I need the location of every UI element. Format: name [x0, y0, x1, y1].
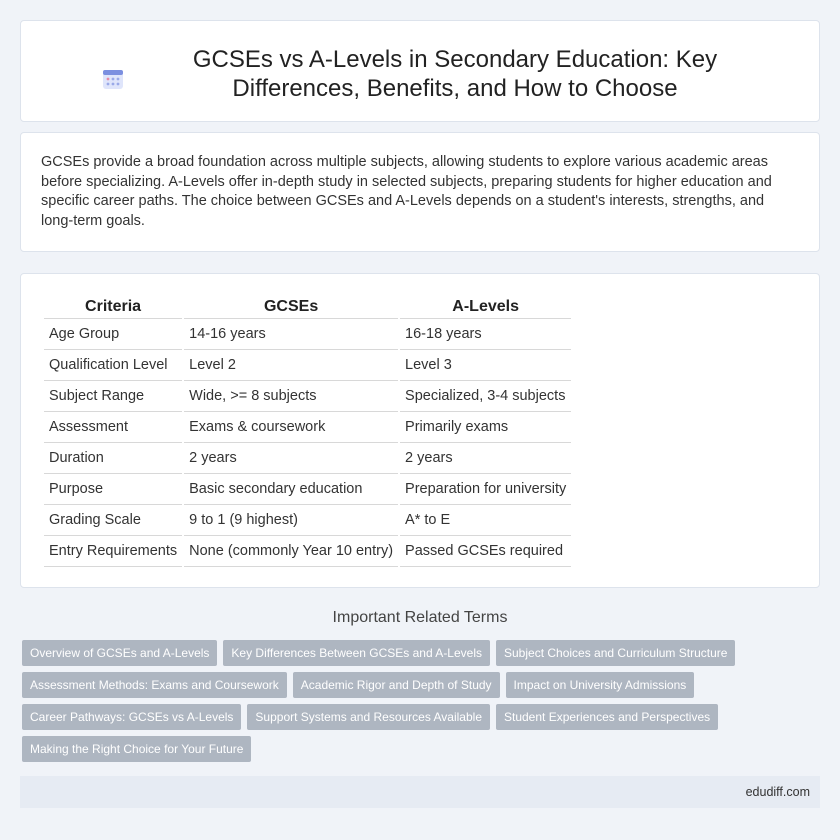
related-term-tag[interactable]: Key Differences Between GCSEs and A-Levels	[223, 640, 490, 666]
related-term-tag[interactable]: Academic Rigor and Depth of Study	[293, 672, 500, 698]
table-row	[44, 443, 571, 474]
page-title: GCSEs vs A-Levels in Secondary Education: Key Differences, Benefits, and How to Choose	[192, 46, 718, 102]
table-cell: Entry Requirements	[44, 536, 182, 567]
related-term-tag[interactable]: Overview of GCSEs and A-Levels	[22, 640, 217, 666]
table-cell: Qualification Level	[44, 350, 182, 381]
table-cell: Passed GCSEs required	[400, 536, 571, 567]
related-term-tag[interactable]: Impact on University Admissions	[506, 672, 695, 698]
related-term-tag[interactable]: Support Systems and Resources Available	[247, 704, 490, 730]
table-row	[44, 412, 571, 443]
table-cell: Duration	[44, 443, 182, 474]
table-cell: None (commonly Year 10 entry)	[184, 536, 398, 567]
column-header: GCSEs	[184, 294, 398, 319]
intro-card	[20, 132, 820, 252]
intro-paragraph: GCSEs provide a broad foundation across multiple subjects, allowing students to explore various academic areas before specializing. A-Levels offer in-depth study in selected subjects, preparing students for higher education and specific career paths. The choice between GCSEs and A-Levels depends on a student's interests, strengths, and long-term goals.	[41, 154, 772, 229]
related-term-tag[interactable]: Student Experiences and Perspectives	[496, 704, 718, 730]
header-card	[20, 20, 820, 122]
calendar-icon	[101, 67, 125, 91]
table-cell: Grading Scale	[44, 505, 182, 536]
column-header: A-Levels	[400, 294, 571, 319]
comparison-table	[42, 294, 573, 567]
related-term-tag[interactable]: Subject Choices and Curriculum Structure	[496, 640, 735, 666]
related-term-tag[interactable]: Making the Right Choice for Your Future	[22, 736, 251, 762]
table-cell: Basic secondary education	[184, 474, 398, 505]
table-cell: 2 years	[184, 443, 398, 474]
table-row	[44, 381, 571, 412]
table-header-row	[44, 294, 571, 319]
table-row	[44, 319, 571, 350]
table-cell: Preparation for university	[400, 474, 571, 505]
table-cell: Exams & coursework	[184, 412, 398, 443]
table-cell: 16-18 years	[400, 319, 571, 350]
table-cell: Level 2	[184, 350, 398, 381]
comparison-card	[20, 273, 820, 588]
related-term-tag[interactable]: Career Pathways: GCSEs vs A-Levels	[22, 704, 241, 730]
table-cell: Age Group	[44, 319, 182, 350]
table-cell: Wide, >= 8 subjects	[184, 381, 398, 412]
table-cell: 2 years	[400, 443, 571, 474]
footer-site-link[interactable]: edudiff.com	[745, 785, 810, 799]
footer	[20, 776, 820, 808]
related-terms-heading: Important Related Terms	[332, 609, 508, 626]
column-header: Criteria	[44, 294, 182, 319]
table-cell: Subject Range	[44, 381, 182, 412]
table-cell: Level 3	[400, 350, 571, 381]
table-cell: A* to E	[400, 505, 571, 536]
table-row	[44, 536, 571, 567]
table-cell: 14-16 years	[184, 319, 398, 350]
table-row	[44, 474, 571, 505]
table-cell: 9 to 1 (9 highest)	[184, 505, 398, 536]
related-term-tag[interactable]: Assessment Methods: Exams and Coursework	[22, 672, 287, 698]
table-cell: Assessment	[44, 412, 182, 443]
table-row	[44, 350, 571, 381]
table-cell: Specialized, 3-4 subjects	[400, 381, 571, 412]
table-cell: Primarily exams	[400, 412, 571, 443]
related-terms-list	[22, 640, 742, 768]
table-row	[44, 505, 571, 536]
table-cell: Purpose	[44, 474, 182, 505]
